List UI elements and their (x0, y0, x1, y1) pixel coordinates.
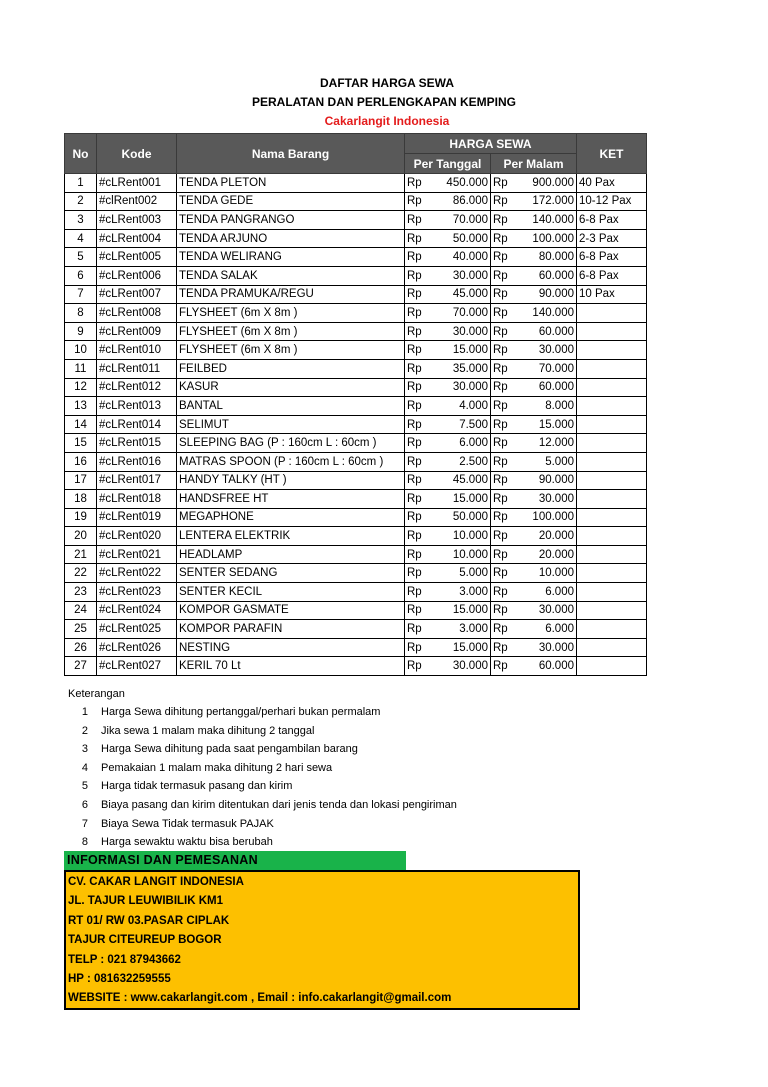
row-kode: #cLRent018 (97, 490, 177, 509)
address-street: JL. TAJUR LEUWIBILIK KM1 (68, 895, 224, 908)
row-price-per-tanggal: 5.000 (431, 564, 491, 583)
row-price-per-malam: 30.000 (517, 341, 577, 360)
phone-number: TELP : 021 87943662 (68, 953, 181, 966)
row-kode: #cLRent004 (97, 229, 177, 248)
row-currency-tanggal: Rp (405, 638, 431, 657)
row-price-per-tanggal: 10.000 (431, 527, 491, 546)
row-nama-barang: LENTERA ELEKTRIK (177, 527, 405, 546)
row-ket: 6-8 Pax (577, 211, 647, 230)
row-currency-malam: Rp (491, 192, 517, 211)
row-no: 21 (65, 545, 97, 564)
row-nama-barang: BANTAL (177, 397, 405, 416)
row-no: 14 (65, 415, 97, 434)
row-kode: #cLRent025 (97, 620, 177, 639)
table-row (65, 620, 647, 639)
row-no: 27 (65, 657, 97, 676)
table-row (65, 471, 647, 490)
row-no: 3 (65, 211, 97, 230)
row-currency-malam: Rp (491, 601, 517, 620)
row-ket: 10 Pax (577, 285, 647, 304)
table-row (65, 657, 647, 676)
price-table (64, 133, 647, 676)
row-no: 6 (65, 266, 97, 285)
note-item (68, 722, 457, 741)
row-ket (577, 397, 647, 416)
row-price-per-malam: 20.000 (517, 545, 577, 564)
header-kode: Kode (97, 134, 177, 174)
row-price-per-tanggal: 3.000 (431, 583, 491, 602)
row-nama-barang: NESTING (177, 638, 405, 657)
row-nama-barang: KASUR (177, 378, 405, 397)
row-ket (577, 490, 647, 509)
row-price-per-malam: 5.000 (517, 452, 577, 471)
row-price-per-malam: 900.000 (517, 174, 577, 193)
row-currency-malam: Rp (491, 508, 517, 527)
row-kode: #cLRent027 (97, 657, 177, 676)
note-item (68, 833, 457, 852)
table-row (65, 378, 647, 397)
row-price-per-malam: 172.000 (517, 192, 577, 211)
row-currency-tanggal: Rp (405, 285, 431, 304)
row-currency-malam: Rp (491, 452, 517, 471)
row-nama-barang: SENTER KECIL (177, 583, 405, 602)
address-city: TAJUR CITEUREUP BOGOR (68, 934, 222, 947)
row-currency-tanggal: Rp (405, 341, 431, 360)
row-currency-malam: Rp (491, 564, 517, 583)
row-no: 17 (65, 471, 97, 490)
row-ket (577, 545, 647, 564)
row-currency-malam: Rp (491, 304, 517, 323)
row-ket: 10-12 Pax (577, 192, 647, 211)
row-price-per-malam: 10.000 (517, 564, 577, 583)
row-ket (577, 434, 647, 453)
row-currency-malam: Rp (491, 638, 517, 657)
table-row (65, 583, 647, 602)
table-row (65, 229, 647, 248)
address-rt-rw: RT 01/ RW 03.PASAR CIPLAK (68, 914, 230, 927)
row-nama-barang: TENDA WELIRANG (177, 248, 405, 267)
row-kode: #cLRent017 (97, 471, 177, 490)
row-price-per-malam: 30.000 (517, 638, 577, 657)
title-line-2: PERALATAN DAN PERLENGKAPAN KEMPING (251, 95, 516, 109)
row-nama-barang: HANDSFREE HT (177, 490, 405, 509)
row-currency-tanggal: Rp (405, 601, 431, 620)
row-no: 9 (65, 322, 97, 341)
note-text: Harga tidak termasuk pasang dan kirim (101, 780, 293, 793)
mobile-number: HP : 081632259555 (68, 973, 171, 986)
row-kode: #cLRent026 (97, 638, 177, 657)
table-row (65, 601, 647, 620)
row-currency-tanggal: Rp (405, 545, 431, 564)
row-nama-barang: MEGAPHONE (177, 508, 405, 527)
row-price-per-tanggal: 40.000 (431, 248, 491, 267)
row-ket (577, 322, 647, 341)
row-no: 5 (65, 248, 97, 267)
note-number: 6 (81, 798, 88, 811)
row-ket (577, 415, 647, 434)
table-row (65, 341, 647, 360)
row-kode: #cLRent011 (97, 359, 177, 378)
row-no: 26 (65, 638, 97, 657)
row-price-per-malam: 30.000 (517, 490, 577, 509)
row-currency-tanggal: Rp (405, 229, 431, 248)
table-row (65, 545, 647, 564)
row-currency-malam: Rp (491, 583, 517, 602)
row-ket: 2-3 Pax (577, 229, 647, 248)
row-no: 23 (65, 583, 97, 602)
row-price-per-tanggal: 15.000 (431, 638, 491, 657)
row-price-per-malam: 6.000 (517, 620, 577, 639)
row-currency-malam: Rp (491, 174, 517, 193)
row-nama-barang: SLEEPING BAG (P : 160cm L : 60cm ) (177, 434, 405, 453)
row-nama-barang: HANDY TALKY (HT ) (177, 471, 405, 490)
row-currency-malam: Rp (491, 211, 517, 230)
row-price-per-malam: 6.000 (517, 583, 577, 602)
row-price-per-malam: 30.000 (517, 601, 577, 620)
table-row (65, 490, 647, 509)
row-price-per-tanggal: 50.000 (431, 229, 491, 248)
row-ket (577, 583, 647, 602)
row-kode: #cLRent013 (97, 397, 177, 416)
row-currency-tanggal: Rp (405, 378, 431, 397)
row-currency-malam: Rp (491, 415, 517, 434)
row-price-per-tanggal: 50.000 (431, 508, 491, 527)
table-row (65, 564, 647, 583)
row-nama-barang: TENDA PRAMUKA/REGU (177, 285, 405, 304)
row-price-per-malam: 70.000 (517, 359, 577, 378)
note-number: 2 (81, 724, 88, 737)
row-currency-malam: Rp (491, 397, 517, 416)
row-currency-tanggal: Rp (405, 192, 431, 211)
row-price-per-malam: 20.000 (517, 527, 577, 546)
row-currency-tanggal: Rp (405, 174, 431, 193)
note-number: 3 (81, 743, 88, 756)
row-price-per-malam: 15.000 (517, 415, 577, 434)
row-kode: #cLRent022 (97, 564, 177, 583)
notes-heading: Keterangan (68, 688, 125, 700)
row-kode: #cLRent014 (97, 415, 177, 434)
document-title (0, 74, 768, 131)
row-kode: #cLRent008 (97, 304, 177, 323)
row-currency-tanggal: Rp (405, 322, 431, 341)
row-price-per-tanggal: 15.000 (431, 341, 491, 360)
row-currency-malam: Rp (491, 341, 517, 360)
note-text: Pemakaian 1 malam maka dihitung 2 hari sewa (101, 761, 333, 774)
row-no: 11 (65, 359, 97, 378)
row-ket (577, 620, 647, 639)
row-kode: #cLRent010 (97, 341, 177, 360)
header-harga-sewa: HARGA SEWA (405, 134, 577, 154)
row-ket: 6-8 Pax (577, 266, 647, 285)
row-currency-malam: Rp (491, 266, 517, 285)
table-row (65, 266, 647, 285)
row-nama-barang: MATRAS SPOON (P : 160cm L : 60cm ) (177, 452, 405, 471)
row-price-per-malam: 140.000 (517, 211, 577, 230)
row-price-per-tanggal: 86.000 (431, 192, 491, 211)
row-price-per-tanggal: 70.000 (431, 304, 491, 323)
row-ket (577, 304, 647, 323)
note-number: 1 (81, 706, 88, 718)
row-kode: #cLRent015 (97, 434, 177, 453)
row-no: 24 (65, 601, 97, 620)
row-currency-malam: Rp (491, 285, 517, 304)
row-price-per-tanggal: 7.500 (431, 415, 491, 434)
contact-info-box (64, 870, 580, 1010)
row-kode: #cLRent003 (97, 211, 177, 230)
row-nama-barang: SELIMUT (177, 415, 405, 434)
row-price-per-malam: 60.000 (517, 322, 577, 341)
row-currency-malam: Rp (491, 359, 517, 378)
row-currency-tanggal: Rp (405, 657, 431, 676)
row-price-per-tanggal: 15.000 (431, 490, 491, 509)
row-kode: #cLRent006 (97, 266, 177, 285)
row-currency-malam: Rp (491, 471, 517, 490)
header-per-malam: Per Malam (491, 154, 577, 174)
row-price-per-tanggal: 10.000 (431, 545, 491, 564)
row-currency-tanggal: Rp (405, 471, 431, 490)
row-nama-barang: TENDA GEDE (177, 192, 405, 211)
row-nama-barang: FLYSHEET (6m X 8m ) (177, 322, 405, 341)
row-no: 1 (65, 174, 97, 193)
row-nama-barang: FLYSHEET (6m X 8m ) (177, 304, 405, 323)
row-kode: #cLRent019 (97, 508, 177, 527)
row-ket (577, 378, 647, 397)
row-ket (577, 359, 647, 378)
table-row (65, 527, 647, 546)
table-row (65, 211, 647, 230)
row-price-per-tanggal: 70.000 (431, 211, 491, 230)
row-no: 15 (65, 434, 97, 453)
row-kode: #cLRent020 (97, 527, 177, 546)
row-price-per-tanggal: 45.000 (431, 471, 491, 490)
row-price-per-malam: 80.000 (517, 248, 577, 267)
row-currency-malam: Rp (491, 229, 517, 248)
row-price-per-malam: 60.000 (517, 657, 577, 676)
row-ket (577, 601, 647, 620)
header-ket: KET (577, 134, 647, 174)
row-currency-malam: Rp (491, 434, 517, 453)
row-kode: #clRent002 (97, 192, 177, 211)
table-row (65, 638, 647, 657)
row-currency-tanggal: Rp (405, 248, 431, 267)
row-currency-tanggal: Rp (405, 527, 431, 546)
row-currency-malam: Rp (491, 490, 517, 509)
row-nama-barang: SENTER SEDANG (177, 564, 405, 583)
row-no: 19 (65, 508, 97, 527)
row-currency-tanggal: Rp (405, 359, 431, 378)
notes-section (68, 685, 457, 852)
company-name: CV. CAKAR LANGIT INDONESIA (68, 876, 244, 888)
table-row (65, 508, 647, 527)
row-price-per-malam: 100.000 (517, 508, 577, 527)
row-price-per-tanggal: 35.000 (431, 359, 491, 378)
row-ket (577, 527, 647, 546)
row-no: 8 (65, 304, 97, 323)
note-text: Harga Sewa dihitung pada saat pengambilan barang (101, 743, 358, 756)
row-no: 20 (65, 527, 97, 546)
row-currency-tanggal: Rp (405, 508, 431, 527)
row-price-per-malam: 90.000 (517, 285, 577, 304)
note-number: 8 (81, 836, 88, 849)
header-no: No (65, 134, 97, 174)
note-item (68, 740, 457, 759)
row-ket (577, 564, 647, 583)
row-nama-barang: KOMPOR PARAFIN (177, 620, 405, 639)
table-row (65, 285, 647, 304)
row-no: 13 (65, 397, 97, 416)
row-currency-tanggal: Rp (405, 434, 431, 453)
row-currency-tanggal: Rp (405, 620, 431, 639)
row-ket (577, 657, 647, 676)
row-kode: #cLRent023 (97, 583, 177, 602)
row-currency-tanggal: Rp (405, 583, 431, 602)
row-price-per-tanggal: 30.000 (431, 322, 491, 341)
row-no: 10 (65, 341, 97, 360)
table-row (65, 415, 647, 434)
row-price-per-malam: 60.000 (517, 266, 577, 285)
row-kode: #cLRent007 (97, 285, 177, 304)
row-currency-tanggal: Rp (405, 211, 431, 230)
row-nama-barang: TENDA PANGRANGO (177, 211, 405, 230)
row-price-per-tanggal: 15.000 (431, 601, 491, 620)
row-no: 25 (65, 620, 97, 639)
row-price-per-malam: 12.000 (517, 434, 577, 453)
row-no: 7 (65, 285, 97, 304)
header-nama-barang: Nama Barang (177, 134, 405, 174)
table-row (65, 452, 647, 471)
row-price-per-tanggal: 45.000 (431, 285, 491, 304)
row-ket (577, 471, 647, 490)
row-currency-tanggal: Rp (405, 564, 431, 583)
row-no: 16 (65, 452, 97, 471)
row-nama-barang: TENDA PLETON (177, 174, 405, 193)
table-row (65, 192, 647, 211)
note-text: Biaya pasang dan kirim ditentukan dari jenis tenda dan lokasi pengiriman (101, 798, 457, 811)
row-currency-malam: Rp (491, 322, 517, 341)
row-no: 2 (65, 192, 97, 211)
website-email: WEBSITE : www.cakarlangit.com , Email : info.cakarlangit@gmail.com (68, 992, 452, 1005)
table-row (65, 174, 647, 193)
note-item (68, 815, 457, 834)
row-currency-tanggal: Rp (405, 266, 431, 285)
row-no: 18 (65, 490, 97, 509)
header-per-tanggal: Per Tanggal (405, 154, 491, 174)
row-ket: 6-8 Pax (577, 248, 647, 267)
note-item (68, 796, 457, 815)
note-item (68, 703, 457, 722)
row-ket (577, 341, 647, 360)
row-no: 12 (65, 378, 97, 397)
row-currency-tanggal: Rp (405, 452, 431, 471)
row-price-per-malam: 90.000 (517, 471, 577, 490)
row-nama-barang: KERIL 70 Lt (177, 657, 405, 676)
table-row (65, 359, 647, 378)
row-kode: #cLRent005 (97, 248, 177, 267)
title-company: Cakarlangit Indonesia (324, 114, 450, 128)
row-nama-barang: FLYSHEET (6m X 8m ) (177, 341, 405, 360)
row-currency-malam: Rp (491, 527, 517, 546)
row-kode: #cLRent024 (97, 601, 177, 620)
note-number: 7 (81, 817, 88, 830)
note-item (68, 777, 457, 796)
note-text: Harga sewaktu waktu bisa berubah (101, 836, 273, 849)
row-ket (577, 638, 647, 657)
row-ket: 40 Pax (577, 174, 647, 193)
row-price-per-malam: 100.000 (517, 229, 577, 248)
row-price-per-tanggal: 30.000 (431, 266, 491, 285)
row-no: 4 (65, 229, 97, 248)
table-row (65, 304, 647, 323)
row-price-per-tanggal: 30.000 (431, 657, 491, 676)
row-price-per-tanggal: 4.000 (431, 397, 491, 416)
row-price-per-tanggal: 2.500 (431, 452, 491, 471)
row-price-per-tanggal: 450.000 (431, 174, 491, 193)
row-no: 22 (65, 564, 97, 583)
row-kode: #cLRent009 (97, 322, 177, 341)
row-currency-malam: Rp (491, 378, 517, 397)
table-row (65, 397, 647, 416)
note-item (68, 759, 457, 778)
row-currency-tanggal: Rp (405, 304, 431, 323)
row-kode: #cLRent021 (97, 545, 177, 564)
row-currency-malam: Rp (491, 248, 517, 267)
row-price-per-malam: 8.000 (517, 397, 577, 416)
row-currency-malam: Rp (491, 545, 517, 564)
note-text: Biaya Sewa Tidak termasuk PAJAK (101, 817, 274, 830)
row-currency-tanggal: Rp (405, 397, 431, 416)
row-price-per-tanggal: 30.000 (431, 378, 491, 397)
row-ket (577, 508, 647, 527)
row-nama-barang: TENDA SALAK (177, 266, 405, 285)
row-currency-malam: Rp (491, 620, 517, 639)
row-price-per-tanggal: 6.000 (431, 434, 491, 453)
note-number: 5 (81, 780, 88, 793)
row-kode: #cLRent001 (97, 174, 177, 193)
note-number: 4 (81, 761, 88, 774)
row-currency-malam: Rp (491, 657, 517, 676)
table-row (65, 322, 647, 341)
row-nama-barang: TENDA ARJUNO (177, 229, 405, 248)
row-currency-tanggal: Rp (405, 415, 431, 434)
title-line-1: DAFTAR HARGA SEWA (320, 76, 454, 90)
row-price-per-malam: 140.000 (517, 304, 577, 323)
row-price-per-malam: 60.000 (517, 378, 577, 397)
row-kode: #cLRent012 (97, 378, 177, 397)
info-heading: INFORMASI DAN PEMESANAN (64, 851, 406, 870)
note-text: Jika sewa 1 malam maka dihitung 2 tanggal (101, 724, 315, 737)
note-text: Harga Sewa dihitung pertanggal/perhari bukan permalam (101, 706, 381, 718)
table-row (65, 248, 647, 267)
row-nama-barang: FEILBED (177, 359, 405, 378)
row-nama-barang: KOMPOR GASMATE (177, 601, 405, 620)
row-kode: #cLRent016 (97, 452, 177, 471)
row-nama-barang: HEADLAMP (177, 545, 405, 564)
row-price-per-tanggal: 3.000 (431, 620, 491, 639)
row-currency-tanggal: Rp (405, 490, 431, 509)
row-ket (577, 452, 647, 471)
table-row (65, 434, 647, 453)
